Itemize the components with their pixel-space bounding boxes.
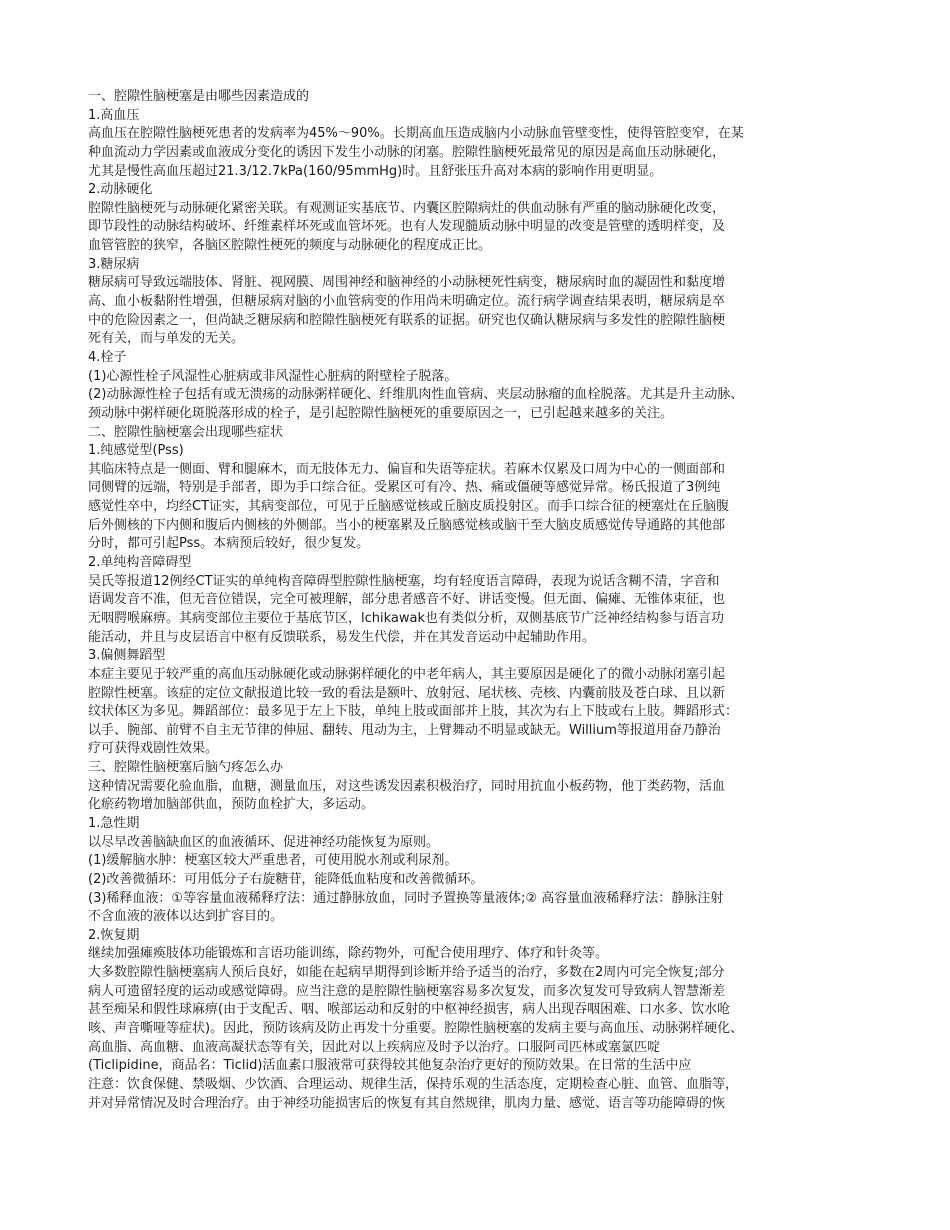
- text-line: 糖尿病可导致远端肢体、肾脏、视网膜、周围神经和脑神经的小动脉梗死性病变，糖尿病时血的凝固性和黏度增: [88, 275, 726, 291]
- text-line: 咳、声音嘶哑等症状)。因此，预防该病及防止再发十分重要。腔隙性脑梗塞的发病主要与高血压、动脉粥样硬化、: [88, 1021, 744, 1037]
- text-line: 1.高血压: [88, 107, 140, 123]
- text-line: 能活动，并且与皮层语言中枢有反馈联系，易发生代偿，并在其发音运动中起辅助作用。: [88, 629, 596, 645]
- text-line: 2.单纯构音障碍型: [88, 555, 192, 571]
- text-line: 继续加强瘫痪肢体功能锻炼和言语功能训练，除药物外，可配合使用理疗、体疗和针灸等。: [88, 946, 609, 962]
- text-line: 三、腔隙性脑梗塞后脑勺疼怎么办: [88, 760, 284, 776]
- text-line: 语调发音不准，但无音位错误，完全可被理解，部分患者感音不好、讲话变慢。但无面、偏瘫、无锥体束征，也: [88, 592, 726, 608]
- text-line: 3.糖尿病: [88, 256, 140, 272]
- text-line: 1.纯感觉型(Pss): [88, 443, 184, 459]
- text-line: 其临床特点是一侧面、臂和腿麻木，而无肢体无力、偏盲和失语等症状。若麻木仅累及口周为中心的一侧面部和: [88, 461, 726, 477]
- text-line: 甚至痴呆和假性球麻痹(由于支配舌、咽、喉部运动和反射的中枢神经损害，病人出现吞咽困难、口水多、饮水呛: [88, 1002, 731, 1018]
- text-line: 2.恢复期: [88, 927, 140, 943]
- text-line: 3.偏侧舞蹈型: [88, 648, 166, 664]
- text-line: 腔隙性脑梗死与动脉硬化紧密关联。有观测证实基底节、内囊区腔隙病灶的供血动脉有严重的脑动脉硬化改变，: [88, 200, 726, 216]
- text-line: 死有关，而与单发的无关。: [88, 331, 245, 347]
- text-line: (3)稀释血液：①等容量血液稀释疗法：通过静脉放血，同时予置换等量液体;② 高容量血液稀释疗法：静脉注射: [88, 890, 724, 906]
- text-line: (1)心源性栓子风湿性心脏病或非风湿性心脏病的附壁栓子脱落。: [88, 368, 458, 384]
- text-line: 这种情况需要化验血脂，血糖，测量血压，对这些诱发因素积极治疗，同时用抗血小板药物，他丁类药物，活血: [88, 778, 726, 794]
- text-line: 中的危险因素之一，但尚缺乏糖尿病和腔隙性脑梗死有联系的证据。研究也仅确认糖尿病与多发性的腔隙性脑梗: [88, 312, 726, 328]
- text-line: 颈动脉中粥样硬化斑脱落形成的栓子，是引起腔隙性脑梗死的重要原因之一，已引起越来越多的关注。: [88, 405, 674, 421]
- text-line: 高、血小板黏附性增强，但糖尿病对脑的小血管病变的作用尚未明确定位。流行病学调查结果表明，糖尿病是卒: [88, 294, 726, 310]
- text-line: 注意：饮食保健、禁吸烟、少饮酒、合理运动、规律生活，保持乐观的生活态度，定期检查心脏、血管、血脂等，: [88, 1076, 739, 1092]
- text-line: (2)动脉源性栓子包括有或无溃疡的动脉粥样硬化、纤维肌肉性血管病、夹层动脉瘤的血栓脱落。尤其是升主动脉、: [88, 387, 744, 403]
- text-line: 高血压在腔隙性脑梗死患者的发病率为45%～90%。长期高血压造成脑内小动脉血管壁变性，使得管腔变窄，在某: [88, 126, 744, 142]
- text-line: 吴氏等报道12例经CT证实的单纯构音障碍型腔隙性脑梗塞，均有轻度语言障碍，表现为说话含糊不清，字音和: [88, 573, 720, 589]
- text-line: (1)缓解脑水肿：梗塞区较大严重患者，可使用脱水剂或利尿剂。: [88, 853, 458, 869]
- text-line: 不含血液的液体以达到扩容目的。: [88, 909, 284, 925]
- text-line: 感觉性卒中，均经CT证实，其病变部位，可见于丘脑感觉核或丘脑皮质投射区。而手口综合征的梗塞灶在丘脑腹: [88, 499, 730, 515]
- text-line: 纹状体区为多见。舞蹈部位：最多见于左上下肢，单纯上肢或面部并上肢，其次为右上下肢或右上肢。舞蹈形式：: [88, 704, 739, 720]
- text-line: 大多数腔隙性脑梗塞病人预后良好，如能在起病早期得到诊断并给予适当的治疗，多数在2周内可完全恢复;部分: [88, 965, 725, 981]
- text-line: 并对异常情况及时合理治疗。由于神经功能损害后的恢复有其自然规律，肌肉力量、感觉、语言等功能障碍的恢: [88, 1095, 726, 1111]
- text-line: (Ticlipidine，商品名：Ticlid)活血素口服液常可获得较其他复杂治疗更好的预防效果。在日常的生活中应: [88, 1058, 692, 1074]
- text-line: 二、腔隙性脑梗塞会出现哪些症状: [88, 424, 284, 440]
- text-line: 分时，都可引起Pss。本病预后较好，很少复发。: [88, 536, 370, 552]
- text-line: 2.动脉硬化: [88, 182, 153, 198]
- text-line: 病人可遗留轻度的运动或感觉障碍。应当注意的是腔隙性脑梗塞容易多次复发，而多次复发可导致病人智慧渐差: [88, 983, 726, 999]
- text-line: 腔隙性梗塞。该症的定位文献报道比较一致的看法是额叶、放射冠、尾状核、壳核、内囊前肢及苍白球、且以新: [88, 685, 726, 701]
- text-line: 后外侧核的下内侧和腹后内侧核的外侧部。当小的梗塞累及丘脑感觉核或脑干至大脑皮质感觉传导通路的其他部: [88, 517, 726, 533]
- document-body: [88, 88, 868, 1113]
- text-line: 高血脂、高血糖、血液高凝状态等有关，因此对以上疾病应及时予以治疗。口服阿司匹林或塞氯匹啶: [88, 1039, 661, 1055]
- text-line: 疗可获得戏剧性效果。: [88, 741, 219, 757]
- text-line: 种血流动力学因素或血液成分变化的诱因下发生小动脉的闭塞。腔隙性脑梗死最常见的原因是高血压动脉硬化，: [88, 144, 726, 160]
- text-line: 尤其是慢性高血压超过21.3/12.7kPa(160/95mmHg)时。且舒张压升高对本病的影响作用更明显。: [88, 163, 663, 179]
- text-line: 4.栓子: [88, 349, 127, 365]
- text-line: 化瘀药物增加脑部供血，预防血栓扩大，多运动。: [88, 797, 375, 813]
- text-line: 1.急性期: [88, 815, 140, 831]
- text-line: (2)改善微循环：可用低分子右旋糖苷，能降低血粘度和改善微循环。: [88, 871, 484, 887]
- text-line: 血管管腔的狭窄，各脑区腔隙性梗死的频度与动脉硬化的程度成正比。: [88, 238, 492, 254]
- text-line: 无咽腭喉麻痹。其病变部位主要位于基底节区，lchikawak也有类似分析，双侧基底节广泛神经结构参与语言功: [88, 610, 725, 626]
- text-line: 一、腔隙性脑梗塞是由哪些因素造成的: [88, 89, 310, 104]
- text-line: 同侧臂的远端，特别是手部者，即为手口综合征。受累区可有冷、热、痛或僵硬等感觉异常。杨氏报道了3例纯: [88, 480, 721, 496]
- text-line: 即节段性的动脉结构破坏、纤维素样坏死或血管坏死。也有人发现髓质动脉中明显的改变是管壁的透明样变，及: [88, 219, 726, 235]
- text-line: 本症主要见于较严重的高血压动脉硬化或动脉粥样硬化的中老年病人，其主要原因是硬化了的微小动脉闭塞引起: [88, 666, 726, 682]
- text-line: 以手、腕部、前臂不自主无节律的伸屈、翻转、甩动为主，上臂舞动不明显或缺无。Willium等报道用奋乃静治: [88, 722, 721, 738]
- text-line: 以尽早改善脑缺血区的血液循环、促进神经功能恢复为原则。: [88, 834, 440, 850]
